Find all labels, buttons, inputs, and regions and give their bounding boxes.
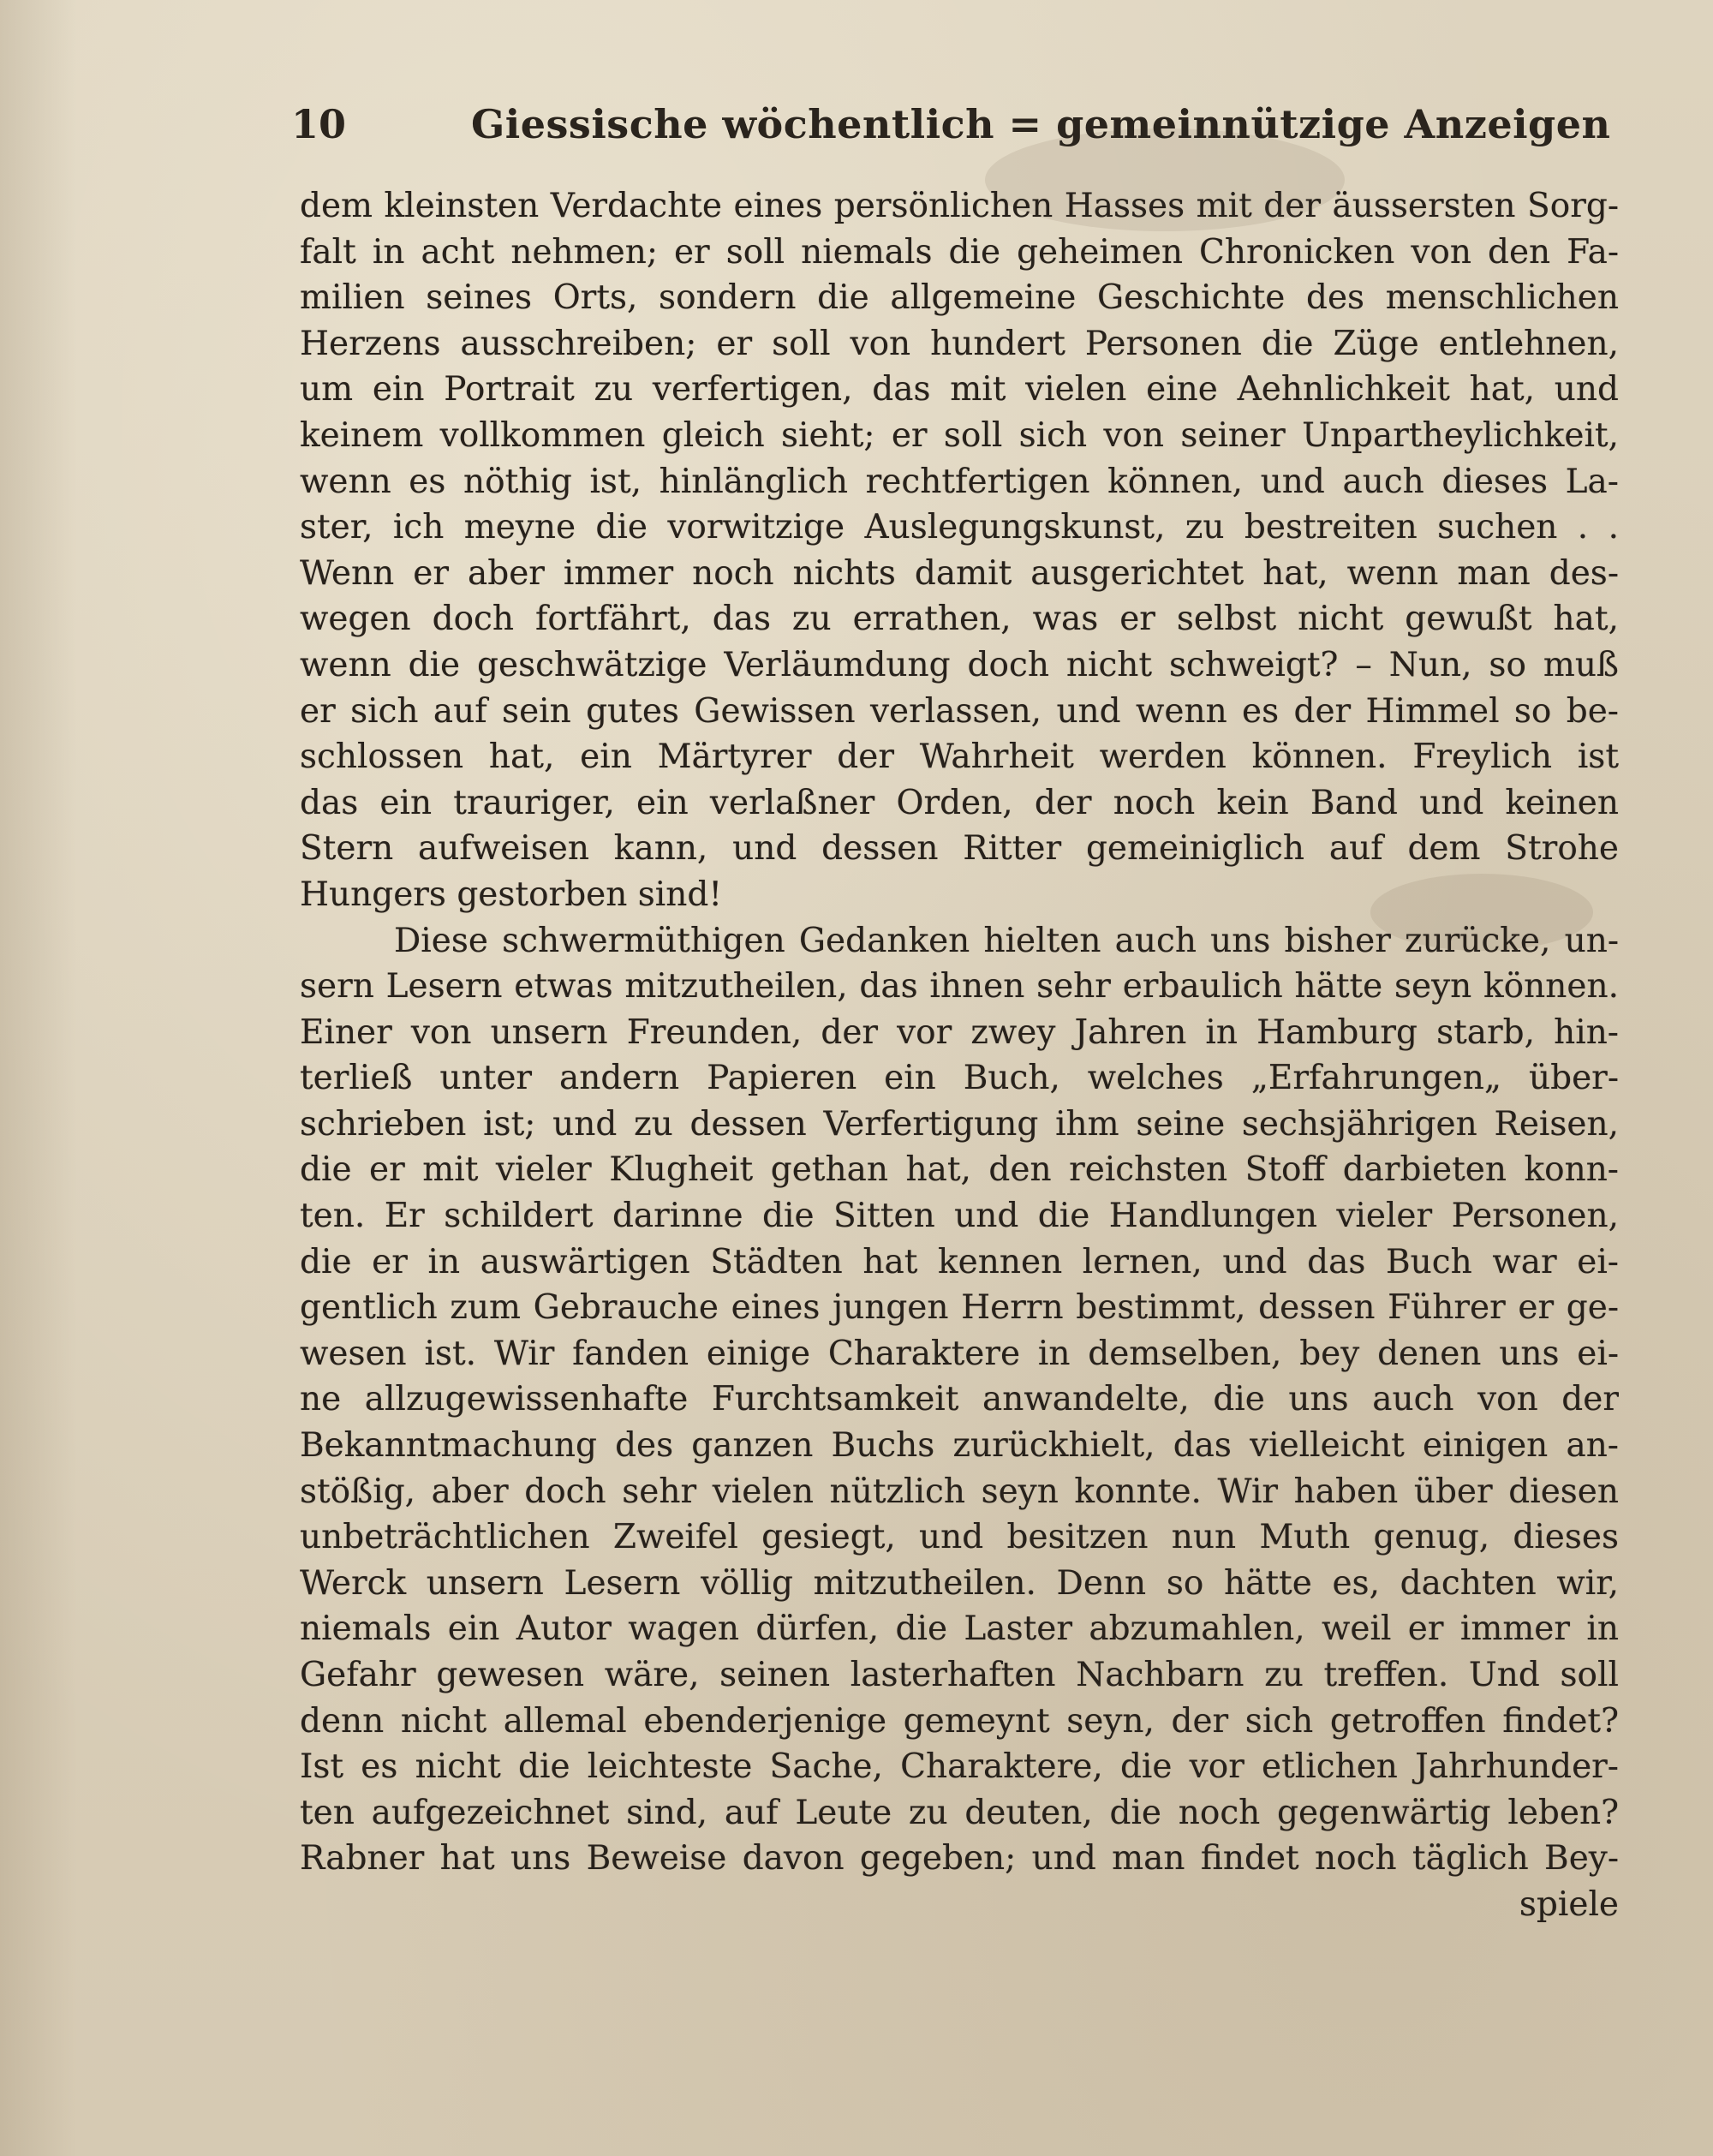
text-line: wenn es nöthig ist, hinlänglich rechtfertigen können, und auch dieses La- <box>300 462 1619 501</box>
text-line: Stern aufweisen kann, und dessen Ritter gemeiniglich auf dem Strohe <box>300 829 1619 869</box>
text-line: schlossen hat, ein Märtyrer der Wahrheit werden können. Freylich ist <box>300 738 1619 777</box>
text-line: Rabner hat uns Beweise davon gegeben; und man findet noch täglich Bey- <box>300 1839 1619 1878</box>
text-line: Bekanntmachung des ganzen Buchs zurückhielt, das vielleicht einigen an- <box>300 1426 1619 1466</box>
text-line: ten aufgezeichnet sind, auf Leute zu deuten, die noch gegenwärtig leben? <box>300 1793 1619 1832</box>
text-line: niemals ein Autor wagen dürfen, die Laster abzumahlen, weil er immer in <box>300 1610 1619 1649</box>
text-line: milien seines Orts, sondern die allgemeine Geschichte des menschlichen <box>300 278 1619 318</box>
text-line: er sich auf sein gutes Gewissen verlassen, und wenn es der Himmel so be- <box>300 691 1619 731</box>
catchword: spiele <box>1519 1884 1619 1924</box>
text-line: Herzens ausschreiben; er soll von hundert Personen die Züge entlehnen, <box>300 324 1619 363</box>
body-text <box>300 183 1619 1928</box>
text-line: keinem vollkommen gleich sieht; er soll sich von seiner Unpartheylichkeit, <box>300 415 1619 455</box>
text-line: schrieben ist; und zu dessen Verfertigung ihm seine sechsjährigen Reisen, <box>300 1104 1619 1144</box>
text-line: Gefahr gewesen wäre, seinen lasterhaften Nachbarn zu treffen. Und soll <box>300 1656 1619 1694</box>
text-line: stößig, aber doch sehr vielen nützlich seyn konnte. Wir haben über diesen <box>300 1472 1619 1511</box>
text-line: denn nicht allemal ebenderjenige gemeynt seyn, der sich getroffen findet? <box>300 1701 1619 1741</box>
text-line: dem kleinsten Verdachte eines persönlichen Hasses mit der äussersten Sorg- <box>300 187 1619 225</box>
text-line: wesen ist. Wir fanden einige Charaktere in demselben, bey denen uns ei- <box>300 1334 1619 1373</box>
text-line: Diese schwermüthigen Gedanken hielten auch uns bisher zurücke, un- <box>394 921 1619 960</box>
text-line: sern Lesern etwas mitzutheilen, das ihnen sehr erbaulich hätte seyn können. <box>300 967 1619 1006</box>
text-line: die er in auswärtigen Städten hat kennen lernen, und das Buch war ei- <box>300 1242 1619 1281</box>
text-line: Werck unsern Lesern völlig mitzutheilen. Denn so hätte es, dachten wir, <box>300 1563 1619 1603</box>
text-line: ster, ich meyne die vorwitzige Auslegungskunst, zu bestreiten suchen . . <box>300 508 1619 547</box>
text-line: ten. Er schildert darinne die Sitten und die Handlungen vieler Personen, <box>300 1197 1619 1236</box>
page-header <box>291 96 1611 164</box>
text-line: Ist es nicht die leichteste Sache, Charaktere, die vor etlichen Jahrhunder- <box>300 1747 1619 1787</box>
page-edge-shadow <box>0 0 77 2156</box>
page-number: 10 <box>291 101 347 147</box>
text-line: ne allzugewissenhafte Furchtsamkeit anwandelte, die uns auch von der <box>300 1380 1619 1419</box>
text-line: das ein trauriger, ein verlaßner Orden, der noch kein Band und keinen <box>300 783 1619 822</box>
text-line: Einer von unsern Freunden, der vor zwey Jahren in Hamburg starb, hin- <box>300 1012 1619 1052</box>
text-line: gentlich zum Gebrauche eines jungen Herrn bestimmt, dessen Führer er ge- <box>300 1288 1619 1328</box>
text-line: die er mit vieler Klugheit gethan hat, den reichsten Stoff darbieten konn- <box>300 1150 1619 1190</box>
running-title: Giessische wöchentlich = gemeinnützige Anzeigen <box>471 101 1611 147</box>
text-line: wegen doch fortfährt, das zu errathen, was er selbst nicht gewußt hat, <box>300 600 1619 639</box>
text-line: terließ unter andern Papieren ein Buch, welches „Erfahrungen„ über- <box>300 1059 1619 1098</box>
text-line: unbeträchtlichen Zweifel gesiegt, und besitzen nun Muth genug, dieses <box>300 1518 1619 1557</box>
text-line: falt in acht nehmen; er soll niemals die geheimen Chronicken von den Fa- <box>300 232 1619 272</box>
text-line: um ein Portrait zu verfertigen, das mit vielen eine Aehnlichkeit hat, und <box>300 370 1619 409</box>
text-line: Wenn er aber immer noch nichts damit ausgerichtet hat, wenn man des- <box>300 553 1619 593</box>
text-line: wenn die geschwätzige Verläumdung doch nicht schweigt? – Nun, so muß <box>300 645 1619 684</box>
text-line: Hungers gestorben sind! <box>300 875 723 914</box>
